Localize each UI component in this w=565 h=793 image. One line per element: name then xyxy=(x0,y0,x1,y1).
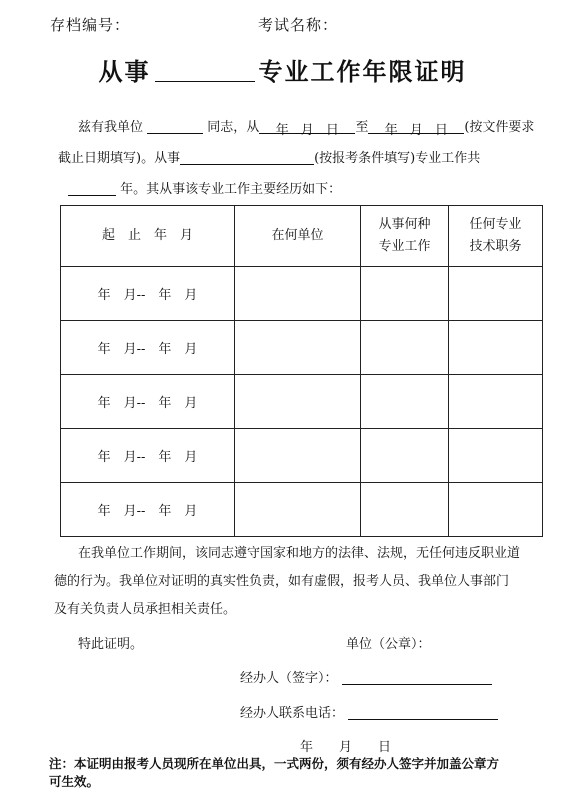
body-text: 年。其从事该专业工作主要经历如下： xyxy=(120,182,342,197)
handler-phone-field[interactable] xyxy=(348,705,498,720)
statement-line-1: 在我单位工作期间，该同志遵守国家和地方的法律、法规，无任何违反职业道 xyxy=(78,546,521,561)
day-label: 日 xyxy=(325,123,339,138)
year-label: 年 xyxy=(384,123,398,138)
body-line-1 xyxy=(78,116,535,138)
unit-seal-label: 单位（公章）： xyxy=(346,637,431,652)
period-cell: 年 月-- 年 月 xyxy=(61,267,235,321)
handler-signature-row xyxy=(240,668,492,690)
handler-signature-field[interactable] xyxy=(342,670,492,685)
period-cell: 年 月-- 年 月 xyxy=(61,429,235,483)
body-text: 至 xyxy=(355,120,369,135)
body-text: 同志，从 xyxy=(207,120,260,135)
table-row xyxy=(61,483,543,537)
title-suffix: 专业工作年限证明 xyxy=(258,57,467,86)
table-row xyxy=(61,321,543,375)
title-cell[interactable] xyxy=(449,321,543,375)
period-cell: 年 月-- 年 月 xyxy=(61,375,235,429)
month-label: 月 xyxy=(409,123,423,138)
end-date-field xyxy=(368,119,464,138)
footnote-line-1: 注：本证明由报考人员现所在单位出具，一式两份，须有经办人签字并加盖公章方 xyxy=(49,756,500,771)
date-line: 年 月 日 xyxy=(300,740,392,755)
col-header-unit: 在何单位 xyxy=(235,206,361,267)
experience-table xyxy=(60,205,543,537)
statement-line-3: 及有关负责人员承担相关责任。 xyxy=(54,602,237,617)
title-cell[interactable] xyxy=(449,267,543,321)
col-header-title-line: 任何专业 xyxy=(469,217,522,232)
phone-label: 经办人联系电话： xyxy=(240,706,345,721)
table-row xyxy=(61,375,543,429)
work-cell[interactable] xyxy=(361,321,449,375)
unit-cell[interactable] xyxy=(235,429,361,483)
years-count-field xyxy=(68,181,116,196)
certify-text: 特此证明。 xyxy=(78,637,144,652)
specialty-field xyxy=(180,150,314,165)
body-text: (按报考条件填写)专业工作共 xyxy=(314,151,481,166)
title-cell[interactable] xyxy=(449,375,543,429)
person-name-field xyxy=(147,119,203,134)
period-cell: 年 月-- 年 月 xyxy=(61,321,235,375)
work-cell[interactable] xyxy=(361,429,449,483)
body-text: (按文件要求 xyxy=(464,120,535,135)
table-row xyxy=(61,267,543,321)
unit-cell[interactable] xyxy=(235,375,361,429)
unit-cell[interactable] xyxy=(235,483,361,537)
period-cell: 年 月-- 年 月 xyxy=(61,483,235,537)
handler-label: 经办人（签字）： xyxy=(240,671,338,686)
body-text: 截止日期填写)。从事 xyxy=(58,151,181,166)
table-header-row xyxy=(61,206,543,267)
unit-cell[interactable] xyxy=(235,267,361,321)
body-line-2 xyxy=(58,147,480,166)
footnote-line-2: 可生效。 xyxy=(49,774,100,789)
title-cell[interactable] xyxy=(449,483,543,537)
page-title xyxy=(0,52,565,87)
col-header-work xyxy=(361,206,449,267)
col-header-work-line: 从事何种 xyxy=(378,217,431,232)
work-cell[interactable] xyxy=(361,483,449,537)
work-cell[interactable] xyxy=(361,375,449,429)
exam-name-label: 考试名称： xyxy=(258,16,339,34)
title-prefix: 从事 xyxy=(98,57,151,86)
body-line-3 xyxy=(68,178,341,197)
statement-line-2: 德的行为。我单位对证明的真实性负责，如有虚假，报考人员、我单位人事部门 xyxy=(54,574,510,589)
col-header-work-line: 专业工作 xyxy=(378,239,431,254)
col-header-period: 起 止 年 月 xyxy=(61,206,235,267)
month-label: 月 xyxy=(300,123,314,138)
col-header-title-line: 技术职务 xyxy=(469,239,522,254)
archive-number-label: 存档编号： xyxy=(50,16,131,34)
start-date-field xyxy=(259,119,355,138)
body-text: 兹有我单位 xyxy=(78,120,144,135)
col-header-title xyxy=(449,206,543,267)
handler-phone-row xyxy=(240,703,498,725)
work-cell[interactable] xyxy=(361,267,449,321)
year-label: 年 xyxy=(275,123,289,138)
day-label: 日 xyxy=(434,123,448,138)
specialty-blank xyxy=(155,59,255,82)
unit-cell[interactable] xyxy=(235,321,361,375)
table-row xyxy=(61,429,543,483)
title-cell[interactable] xyxy=(449,429,543,483)
